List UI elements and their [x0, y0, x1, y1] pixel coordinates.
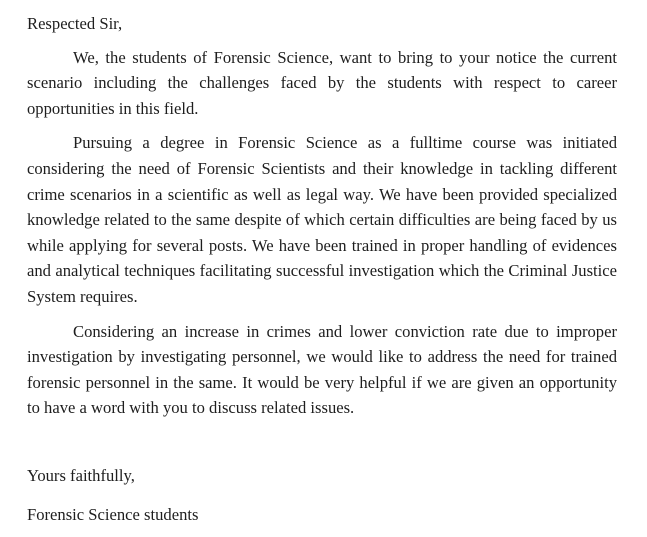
closing: Yours faithfully, [27, 465, 135, 485]
paragraph-background: Pursuing a degree in Forensic Science as a fulltime course was initiated considering the need of Forensic Scientists and their knowledge in tackling different crime scenarios in a scientific as well as legal way. We have been provided specialized knowledge related to the same despite of which certain difficulties are being faced by us while applying for several posts. We have been trained in proper handling of evidences and analytical techniques facilitating successful investigation which the Criminal Justice System requires. [27, 133, 617, 306]
paragraph-request: Considering an increase in crimes and lower conviction rate due to improper investigation by investigating personnel, we would like to address the need for trained forensic personnel in the same. It would be very helpful if we are given an opportunity to have a word with you to discuss related issues. [27, 321, 617, 418]
salutation: Respected Sir, [27, 14, 123, 33]
signature: Forensic Science students [27, 504, 199, 524]
letter-body [27, 11, 617, 527]
paragraph-intro: We, the students of Forensic Science, want to bring to your notice the current scenario including the challenges faced by the students with respect to career opportunities in this field. [27, 47, 617, 118]
